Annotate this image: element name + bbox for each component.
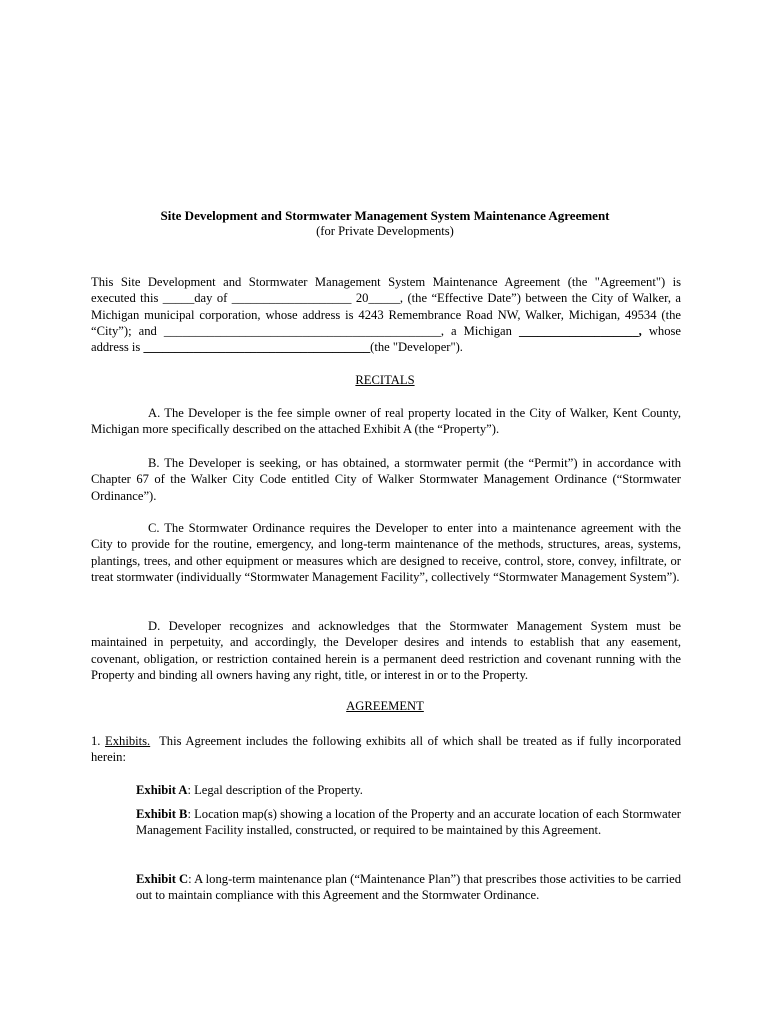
document-title: Site Development and Stormwater Management System Maintenance Agreement	[160, 208, 610, 223]
developer-address-blank: ____________________________________	[143, 340, 371, 355]
intro-address-label: whose address is	[91, 323, 681, 355]
intro-paragraph	[91, 274, 681, 355]
developer-name-blank: ___________________,	[518, 323, 642, 338]
section-1-label: Exhibits.	[105, 734, 151, 748]
exhibit-a	[136, 782, 681, 798]
document-subtitle: (for Private Developments)	[316, 224, 454, 238]
intro-text: This Site Development and Stormwater Management System Maintenance Agreement (the "Agreement") is executed this _____day of ___________________ 20_____, (the “Effective Date”) between the City of Walker, a Michigan municipal corporation, whose address is 4243 Remembrance Road NW, Walker, Michigan, 49534 (the “City”); and ____________________________________________, a Michigan	[91, 275, 681, 338]
exhibit-c-text: : A long-term maintenance plan (“Maintenance Plan”) that prescribes those activities to be carried out to maintain compliance with this Agreement and the Stormwater Ordinance.	[136, 872, 682, 903]
recital-b: B. The Developer is seeking, or has obtained, a stormwater permit (the “Permit”) in accordance with Chapter 67 of the Walker City Code entitled City of Walker Stormwater Management Ordinance (“Stormwater Ordinance”).	[91, 456, 681, 503]
exhibit-b	[136, 806, 681, 839]
recital-c: C. The Stormwater Ordinance requires the Developer to enter into a maintenance agreement with the City to provide for the routine, emergency, and long-term maintenance of the methods, structures, areas, systems, plantings, trees, and other equipment or measures which are designed to receive, control, store, convey, infiltrate, or treat stormwater (individually “Stormwater Management Facility”, collectively “Stormwater Management System”).	[91, 521, 681, 584]
section-1	[91, 733, 681, 766]
agreement-heading: AGREEMENT	[346, 699, 424, 713]
recital-a: A. The Developer is the fee simple owner of real property located in the City of Walker, Kent County, Michigan more specifically described on the attached Exhibit A (the “Property”).	[91, 406, 681, 437]
recital-d: D. Developer recognizes and acknowledges that the Stormwater Management System must be maintained in perpetuity, and accordingly, the Developer desires and intends to establish that any easement, covenant, obligation, or restriction contained herein is a permanent deed restriction and covenant running with the Property and binding all owners having any right, title, or interest in or to the Property.	[91, 619, 681, 682]
exhibit-c	[136, 871, 681, 904]
exhibit-a-label: Exhibit A	[136, 783, 188, 797]
section-1-text: This Agreement includes the following exhibits all of which shall be treated as if fully incorporated herein:	[91, 734, 681, 765]
exhibit-c-label: Exhibit C	[136, 872, 189, 886]
exhibit-a-text: : Legal description of the Property.	[187, 783, 363, 797]
recitals-heading: RECITALS	[355, 373, 415, 387]
section-1-number: 1.	[91, 734, 101, 748]
intro-end: (the "Developer").	[370, 340, 463, 355]
exhibit-b-label: Exhibit B	[136, 807, 188, 821]
exhibit-b-text: : Location map(s) showing a location of the Property and an accurate location of each Stormwater Management Facility installed, constructed, or required to be maintained by this Agreement.	[136, 807, 681, 838]
